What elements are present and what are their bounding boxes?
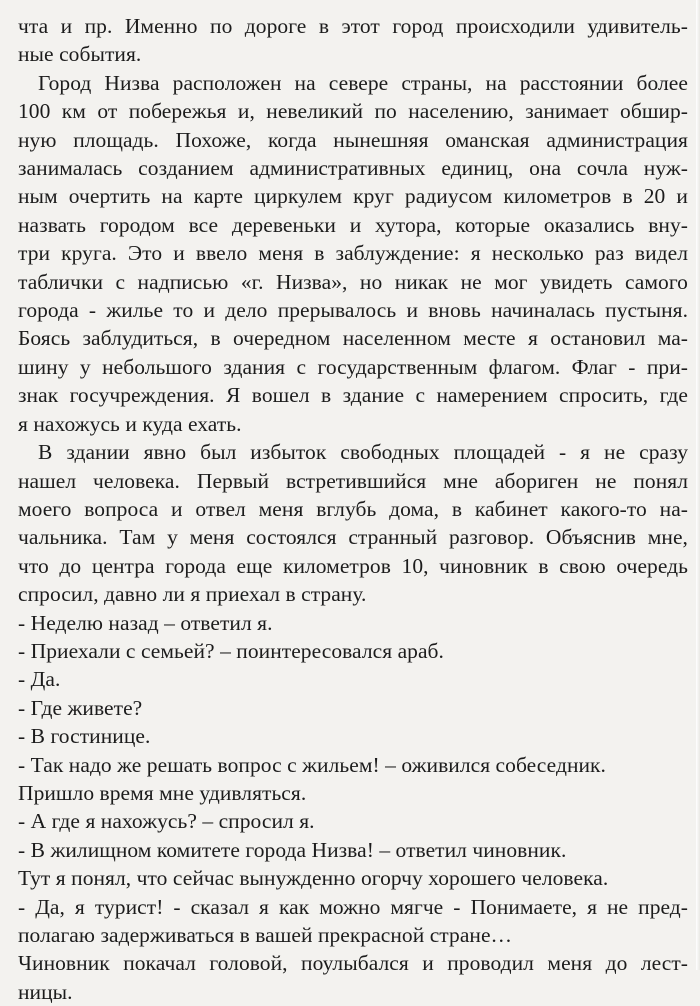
text-line: Город Низва расположен на севере страны, на расстоянии более xyxy=(38,70,688,95)
dialogue-line: - Да, я турист! - сказал я как можно мягче - Понимаете, я не пред- xyxy=(18,894,688,919)
text-line: ным очертить на карте циркулем круг радиусом километров в 20 и xyxy=(18,184,688,209)
text-line: занималась созданием административных единиц, она сочла нуж- xyxy=(18,156,688,181)
dialogue-line: - Неделю назад – ответил я. xyxy=(18,610,273,635)
dialogue-line: - В жилищном комитете города Низва! – ответил чиновник. xyxy=(18,837,567,862)
text-line: полагаю задерживаться в вашей прекрасной стране… xyxy=(18,923,513,947)
dialogue-line: - Где живете? xyxy=(18,695,143,720)
dialogue-line: - Приехали с семьей? – поинтересовался араб. xyxy=(18,638,444,663)
text-line: ницы. xyxy=(18,979,73,1004)
text-line: города - жилье то и дело прерывалось и вновь начиналась пустыня. xyxy=(18,298,688,323)
text-line: шину у небольшого здания с государственным флагом. Флаг - при- xyxy=(18,354,688,379)
text-line: чта и пр. Именно по дороге в этот город происходили удивитель- xyxy=(18,14,688,38)
text-line: В здании явно был избыток свободных площадей - я не сразу xyxy=(38,440,688,465)
text-line: Чиновник покачал головой, поулыбался и проводил меня до лест- xyxy=(18,951,688,976)
text-line: моего вопроса и отвел меня вглубь дома, в кабинет какого-то на- xyxy=(18,496,688,521)
text-line: спросил, давно ли я приехал в страну. xyxy=(18,582,367,607)
dialogue-line: - А где я нахожусь? – спросил я. xyxy=(18,809,315,834)
text-line: ную площадь. Похоже, когда нынешняя оманская администрация xyxy=(18,127,688,152)
text-line: чальника. Там у меня состоялся странный разговор. Объяснив мне, xyxy=(18,525,688,550)
text-line: таблички с надписью «г. Низва», но никак не мог увидеть самого xyxy=(18,269,688,294)
text-line: три круга. Это и ввело меня в заблуждение: я несколько раз видел xyxy=(18,241,688,266)
text-line: нашел человека. Первый встретившийся мне абориген не понял xyxy=(18,468,688,493)
text-line: что до центра города еще километров 10, чиновник в свою очередь xyxy=(18,553,688,578)
text-line: Пришло время мне удивляться. xyxy=(18,780,307,805)
dialogue-line: - В гостинице. xyxy=(18,724,151,749)
dialogue-line: - Да. xyxy=(18,667,61,692)
text-line: 100 км от побережья и, невеликий по населению, занимает обшир- xyxy=(18,99,688,124)
text-line: знак госучреждения. Я вошел в здание с намерением спросить, где xyxy=(18,383,688,408)
text-line: Тут я понял, что сейчас вынужденно огорчу хорошего человека. xyxy=(18,866,609,891)
text-line: ные события. xyxy=(18,42,142,67)
page-edge xyxy=(696,0,700,970)
dialogue-line: - Так надо же решать вопрос с жильем! – оживился собеседник. xyxy=(18,752,606,777)
text-line: Боясь заблудиться, в очередном населенном месте я остановил ма- xyxy=(18,326,688,351)
text-line: я нахожусь и куда ехать. xyxy=(18,411,242,436)
text-line: назвать городом все деревеньки и хутора, которые оказались вну- xyxy=(18,212,688,237)
